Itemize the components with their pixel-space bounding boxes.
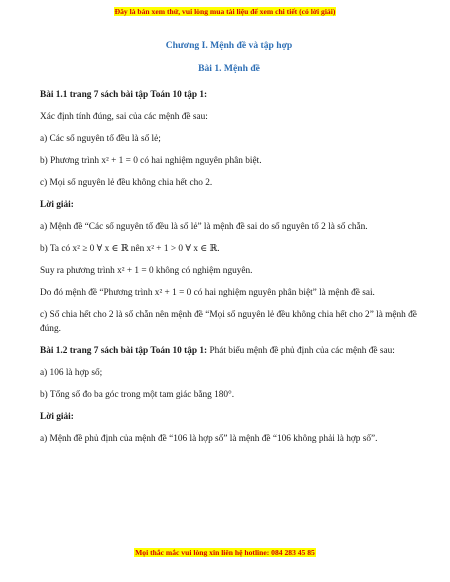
solution-1-item-b: b) Ta có x² ≥ 0 ∀ x ∈ ℝ nên x² + 1 > 0 ∀ x ∈ ℝ. — [40, 244, 220, 254]
exercise-1-prompt: Xác định tính đúng, sai của các mệnh đề sau: — [40, 112, 208, 122]
solution-1-item-a: a) Mệnh đề “Các số nguyên tố đều là số lẻ” là mệnh đề sai do số nguyên tố 2 là số chẵn. — [40, 222, 368, 232]
exercise-2-prompt: Phát biểu mệnh đề phủ định của các mệnh đề sau: — [207, 346, 395, 356]
hotline-notice-banner — [0, 548, 450, 557]
exercise-2-title: Bài 1.2 trang 7 sách bài tập Toán 10 tập 1: — [40, 346, 208, 356]
exercise-2-paragraph — [40, 344, 418, 358]
exercise-2-item-a: a) 106 là hợp số; — [40, 368, 103, 378]
solution-1-label: Lời giải: — [40, 200, 74, 210]
preview-notice-text: Đây là bản xem thử, vui lòng mua tài liệu để xem chi tiết (có lời giải) — [114, 7, 336, 16]
solution-1-item-b-line-3: Do đó mệnh đề “Phương trình x² + 1 = 0 có hai nghiệm nguyên phân biệt” là mệnh đề sai. — [40, 288, 375, 298]
solution-2-item-a: a) Mệnh đề phủ định của mệnh đề “106 là hợp số” là mệnh đề “106 không phải là hợp số”. — [40, 434, 378, 444]
hotline-notice-text: Mọi thắc mắc vui lòng xin liên hệ hotline: 084 283 45 85 — [135, 548, 315, 557]
exercise-1-item-c: c) Mọi số nguyên lẻ đều không chia hết cho 2. — [40, 178, 213, 188]
preview-notice-banner — [0, 7, 450, 16]
lesson-title: Bài 1. Mệnh đề — [198, 63, 260, 74]
exercise-1-item-a: a) Các số nguyên tố đều là số lẻ; — [40, 134, 161, 144]
solution-1-item-c: c) Số chia hết cho 2 là số chẵn nên mệnh đề “Mọi số nguyên lẻ đều không chia hết cho 2” là mệnh đề đúng. — [40, 310, 417, 334]
exercise-1-item-b: b) Phương trình x² + 1 = 0 có hai nghiệm nguyên phân biệt. — [40, 156, 262, 166]
document-body — [40, 28, 418, 446]
exercise-1-title: Bài 1.1 trang 7 sách bài tập Toán 10 tập 1: — [40, 90, 208, 100]
solution-1-item-b-line-2: Suy ra phương trình x² + 1 = 0 không có nghiệm nguyên. — [40, 266, 253, 276]
solution-2-label: Lời giải: — [40, 412, 74, 422]
chapter-title: Chương I. Mệnh đề và tập hợp — [165, 40, 293, 51]
exercise-2-item-b: b) Tổng số đo ba góc trong một tam giác bằng 180°. — [40, 390, 235, 400]
